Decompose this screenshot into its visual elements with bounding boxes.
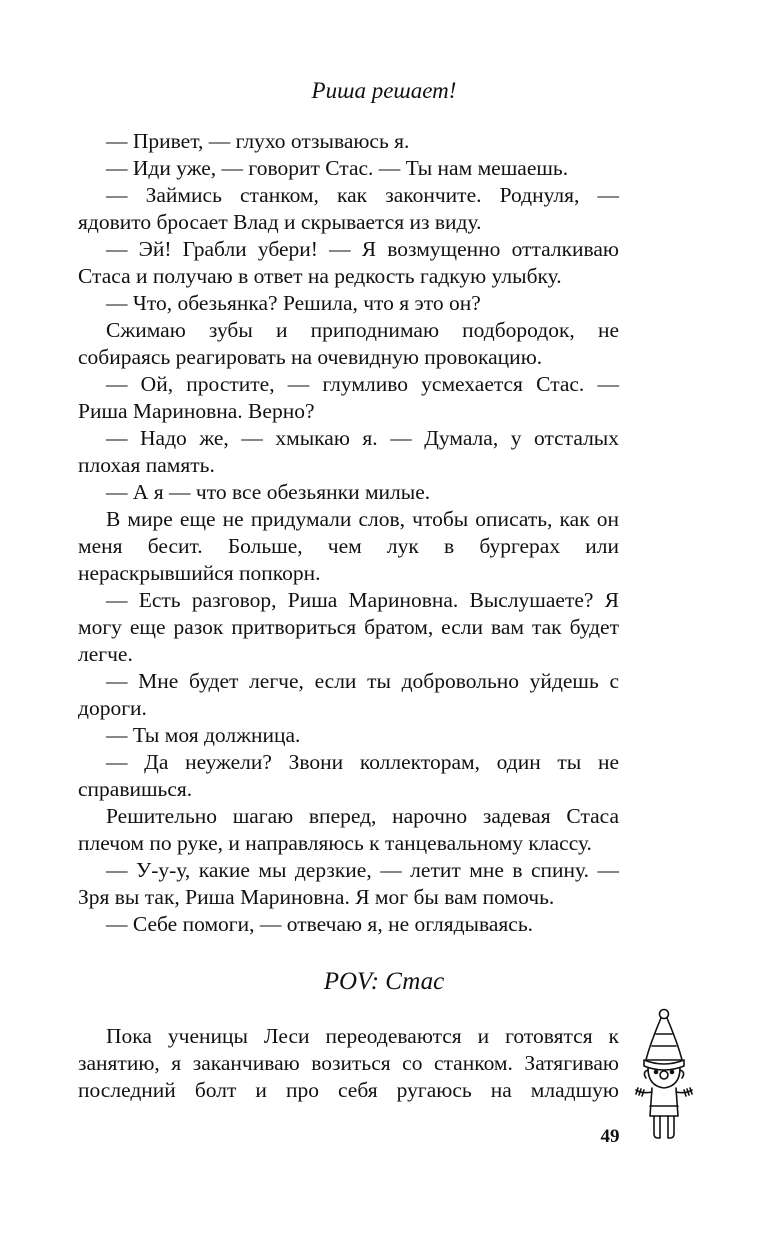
paragraph: — Себе помоги, — отвечаю я, не оглядываясь.: [106, 912, 533, 936]
paragraph: Пока ученицы Леси переодеваются и готовятся к занятию, я заканчиваю возиться со станком. Затягиваю последний болт и про себя ругаюсь на младшую: [78, 1024, 619, 1102]
running-head: Риша решает!: [311, 78, 457, 103]
paragraph: Решительно шагаю вперед, нарочно задевая Стаса плечом по руке, и направляюсь к танцевальному классу.: [78, 804, 619, 855]
main-text: [78, 128, 619, 938]
paragraph: — Есть разговор, Риша Мариновна. Выслушаете? Я могу еще разок притвориться братом, если вам так будет легче.: [78, 588, 619, 666]
paragraph: — Эй! Грабли убери! — Я возмущенно отталкиваю Стаса и получаю в ответ на редкость гадкую улыбку.: [78, 237, 619, 288]
gnome-icon: [634, 1008, 694, 1142]
paragraph: — Да неужели? Звони коллекторам, один ты не справишься.: [78, 750, 619, 801]
paragraph: — Ты моя должница.: [106, 723, 301, 747]
paragraph: — Займись станком, как закончите. Роднуля, — ядовито бросает Влад и скрывается из виду.: [78, 183, 619, 234]
paragraph: — Иди уже, — говорит Стас. — Ты нам мешаешь.: [106, 156, 569, 180]
paragraph: Сжимаю зубы и приподнимаю подбородок, не собираясь реагировать на очевидную провокацию.: [78, 318, 619, 369]
page-number: 49: [600, 1126, 620, 1147]
paragraph: — Привет, — глухо отзываюсь я.: [106, 129, 410, 153]
paragraph: — А я — что все обезьянки милые.: [106, 480, 431, 504]
section-text: [78, 1023, 619, 1104]
paragraph: — У-у-у, какие мы дерзкие, — летит мне в спину. — Зря вы так, Риша Мариновна. Я мог бы вам помочь.: [78, 858, 619, 909]
paragraph: — Что, обезьянка? Решила, что я это он?: [106, 291, 481, 315]
section-heading: POV: Стас: [323, 968, 445, 995]
paragraph: — Надо же, — хмыкаю я. — Думала, у отсталых плохая память.: [78, 426, 619, 477]
paragraph: В мире еще не придумали слов, чтобы описать, как он меня бесит. Больше, чем лук в бургерах или нераскрывшийся попкорн.: [78, 507, 619, 585]
paragraph: — Мне будет легче, если ты добровольно уйдешь с дороги.: [78, 669, 619, 720]
paragraph: — Ой, простите, — глумливо усмехается Стас. — Риша Мариновна. Верно?: [78, 372, 619, 423]
